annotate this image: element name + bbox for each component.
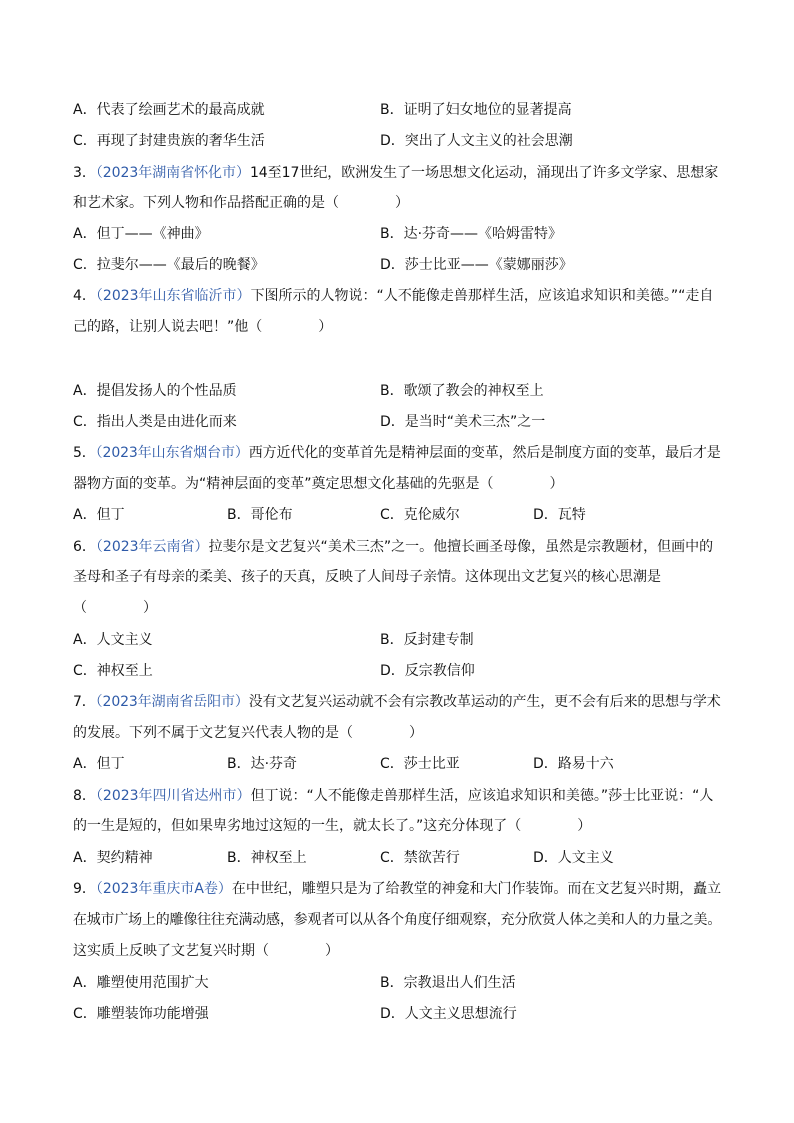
q8-number: 8． xyxy=(73,788,96,804)
q4-option-c: C．指出人类是由进化而来 xyxy=(73,414,237,430)
q7-option-c: C．莎士比亚 xyxy=(380,756,460,772)
q7-stem-line2: 的发展。下列不属于文艺复兴代表人物的是（ ） xyxy=(73,725,423,741)
q9-stem-line3: 这实质上反映了文艺复兴时期（ ） xyxy=(73,943,339,959)
q5-stem-line2: 器物方面的变革。为“精神层面的变革”奠定思想文化基础的先驱是（ ） xyxy=(73,476,564,492)
q3-stem-line1 xyxy=(73,162,723,184)
q5-number: 5． xyxy=(73,445,96,461)
q7-option-d: D．路易十六 xyxy=(533,756,614,772)
q5-option-b: B．哥伦布 xyxy=(227,507,293,523)
q6-text1: 拉斐尔是文艺复兴“美术三杰”之一。他擅长画圣母像，虽然是宗教题材，但画中的 xyxy=(208,539,714,555)
q8-option-b: B．神权至上 xyxy=(227,850,307,866)
q3-source: （2023年湖南省怀化市） xyxy=(95,165,250,181)
q6-option-d: D．反宗教信仰 xyxy=(380,663,475,679)
q6-option-c: C．神权至上 xyxy=(73,663,153,679)
q6-stem-line1 xyxy=(73,536,713,558)
q3-option-a: A．但丁——《神曲》 xyxy=(73,226,209,242)
q5-option-c: C．克伦威尔 xyxy=(380,507,460,523)
q8-stem-line2: 的一生是短的，但如果卑劣地过这短的一生，就太长了。”这充分体现了（ ） xyxy=(73,818,592,834)
q4-text1: 下图所示的人物说：“人不能像走兽那样生活，应该追求知识和美德。”“走自 xyxy=(250,288,714,304)
q5-text1: 西方近代化的变革首先是精神层面的变革，然后是制度方面的变革，最后才是 xyxy=(248,445,721,461)
q9-option-c: C．雕塑装饰功能增强 xyxy=(73,1006,209,1022)
q4-stem-line1 xyxy=(73,285,713,307)
q3-option-b: B．达·芬奇——《哈姆雷特》 xyxy=(380,226,563,242)
q9-stem-line1 xyxy=(73,878,721,900)
q2-option-b: B．证明了妇女地位的显著提高 xyxy=(380,102,572,118)
q5-stem-line1 xyxy=(73,442,721,464)
q9-option-a: A．雕塑使用范围扩大 xyxy=(73,975,209,991)
q7-text1: 没有文艺复兴运动就不会有宗教改革运动的产生，更不会有后来的思想与学术 xyxy=(248,694,721,710)
q6-source: （2023年云南省） xyxy=(95,539,209,555)
q9-text1: 在中世纪，雕塑只是为了给教堂的神龛和大门作装饰。而在文艺复兴时期，矗立 xyxy=(231,881,722,897)
q4-option-d: D．是当时“美术三杰”之一 xyxy=(380,414,546,430)
q2-option-c: C．再现了封建贵族的奢华生活 xyxy=(73,133,265,149)
q2-option-d: D．突出了人文主义的社会思潮 xyxy=(380,133,573,149)
q9-option-b: B．宗教退出人们生活 xyxy=(380,975,516,991)
q6-option-a: A．人文主义 xyxy=(73,632,153,648)
q7-option-a: A．但丁 xyxy=(73,756,125,772)
q8-option-d: D．人文主义 xyxy=(533,850,614,866)
q4-number: 4． xyxy=(73,288,96,304)
q3-stem-line2: 和艺术家。下列人物和作品搭配正确的是（ ） xyxy=(73,195,409,211)
q5-option-d: D．瓦特 xyxy=(533,507,586,523)
q9-option-d: D．人文主义思想流行 xyxy=(380,1006,517,1022)
q3-text1: 14至17世纪，欧洲发生了一场思想文化运动，涌现出了许多文学家、思想家 xyxy=(249,165,719,181)
q8-option-a: A．契约精神 xyxy=(73,850,153,866)
q7-stem-line1 xyxy=(73,691,721,713)
q7-source: （2023年湖南省岳阳市） xyxy=(95,694,249,710)
q6-number: 6． xyxy=(73,539,96,555)
q6-stem-line2: 圣母和圣子有母亲的柔美、孩子的天真，反映了人间母子亲情。这体现出文艺复兴的核心思潮是 xyxy=(73,569,661,585)
q8-stem-line1 xyxy=(73,785,713,807)
q3-number: 3． xyxy=(73,165,96,181)
q8-source: （2023年四川省达州市） xyxy=(95,788,251,804)
q4-option-a: A．提倡发扬人的个性品质 xyxy=(73,383,237,399)
q6-stem-line3: （ ） xyxy=(73,600,157,616)
q4-option-b: B．歌颂了教会的神权至上 xyxy=(380,383,544,399)
q6-option-b: B．反封建专制 xyxy=(380,632,474,648)
q8-option-c: C．禁欲苦行 xyxy=(380,850,460,866)
q5-source: （2023年山东省烟台市） xyxy=(95,445,249,461)
q9-number: 9． xyxy=(73,881,96,897)
q9-stem-line2: 在城市广场上的雕像往往充满动感，参观者可以从各个角度仔细观察，充分欣赏人体之美和人的力量之美。 xyxy=(73,912,722,928)
q3-option-d: D．莎士比亚——《蒙娜丽莎》 xyxy=(380,257,573,273)
q2-option-a: A．代表了绘画艺术的最高成就 xyxy=(73,102,265,118)
q5-option-a: A．但丁 xyxy=(73,507,125,523)
q8-text1: 但丁说：“人不能像走兽那样生活，应该追求知识和美德。”莎士比亚说：“人 xyxy=(250,788,714,804)
q9-source: （2023年重庆市A卷） xyxy=(95,881,232,897)
q3-option-c: C．拉斐尔——《最后的晚餐》 xyxy=(73,257,265,273)
q4-source: （2023年山东省临沂市） xyxy=(95,288,251,304)
q7-option-b: B．达·芬奇 xyxy=(227,756,298,772)
q7-number: 7． xyxy=(73,694,96,710)
q4-stem-line2: 己的路，让别人说去吧！”他（ ） xyxy=(73,319,333,335)
